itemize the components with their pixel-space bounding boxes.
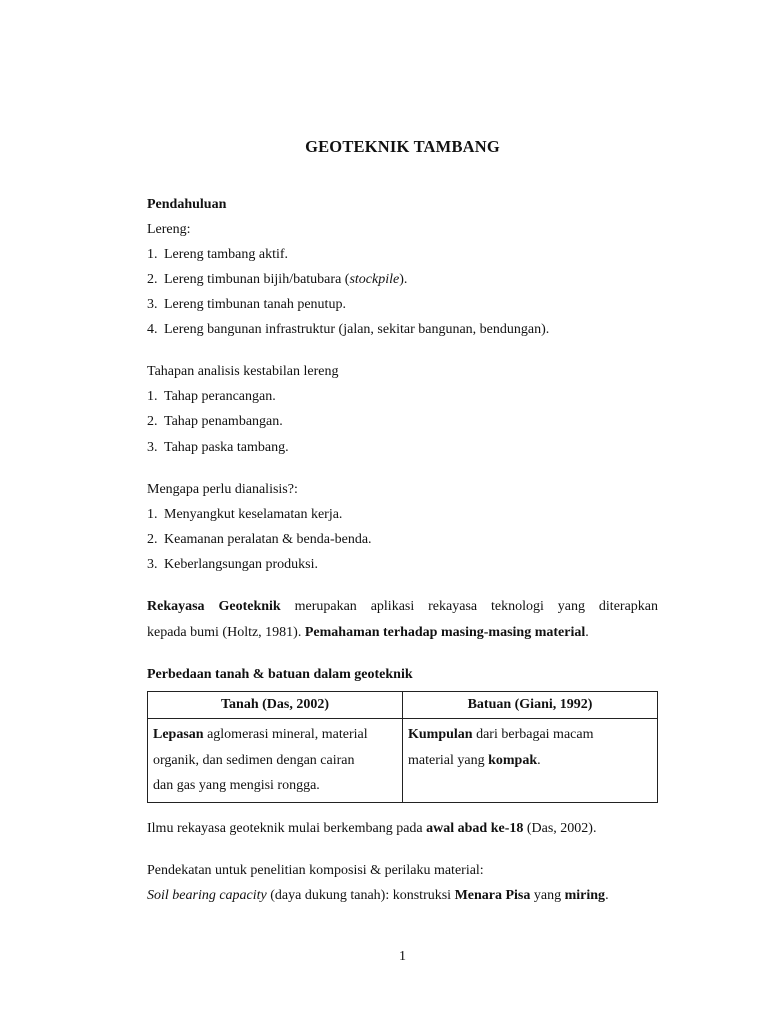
section-heading-mengapa: Mengapa perlu dianalisis?:: [147, 482, 298, 497]
list-item: 3. Tahap paska tambang.: [147, 440, 289, 455]
list-item: 2. Tahap penambangan.: [147, 414, 283, 429]
section-heading-perbedaan: Perbedaan tanah & batuan dalam geoteknik: [147, 667, 413, 682]
table-header-row: [148, 692, 658, 719]
table-row: [148, 719, 658, 803]
table-header-tanah: Tanah (Das, 2002): [148, 692, 403, 719]
comparison-table: [147, 691, 658, 803]
list-item: 4. Lereng bangunan infrastruktur (jalan, sekitar bangunan, bendungan).: [147, 322, 550, 337]
rekayasa-paragraph-line-1: Rekayasa Geoteknik merupakan aplikasi rekayasa teknologi yang diterapkan: [147, 599, 658, 614]
page-number: 1: [399, 949, 406, 964]
list-item: 2. Lereng timbunan bijih/batubara (stockpile).: [147, 272, 408, 287]
pendekatan-line-1: Pendekatan untuk penelitian komposisi & perilaku material:: [147, 863, 484, 878]
pendekatan-line-2: Soil bearing capacity (daya dukung tanah): konstruksi Menara Pisa yang miring.: [147, 888, 609, 903]
ilmu-paragraph: Ilmu rekayasa geoteknik mulai berkembang pada awal abad ke-18 (Das, 2002).: [147, 821, 597, 836]
list-item: 2. Keamanan peralatan & benda-benda.: [147, 532, 372, 547]
table-header-batuan: Batuan (Giani, 1992): [403, 692, 658, 719]
table-cell-tanah: Lepasan aglomerasi mineral, material organik, dan sedimen dengan cairan dan gas yang mengisi rongga.: [148, 719, 403, 803]
list-item: 1. Lereng tambang aktif.: [147, 247, 289, 262]
section-heading-pendahuluan: Pendahuluan: [147, 197, 227, 212]
list-item: 3. Lereng timbunan tanah penutup.: [147, 297, 346, 312]
document-page: [147, 0, 658, 1024]
rekayasa-paragraph-line-2: kepada bumi (Holtz, 1981). Pemahaman terhadap masing-masing material.: [147, 625, 589, 640]
list-item: 3. Keberlangsungan produksi.: [147, 557, 318, 572]
page-title: GEOTEKNIK TAMBANG: [305, 137, 500, 156]
section-heading-tahapan: Tahapan analisis kestabilan lereng: [147, 364, 339, 379]
list-item: 1. Tahap perancangan.: [147, 389, 276, 404]
table-cell-batuan: Kumpulan dari berbagai macam material yang kompak.: [403, 719, 658, 803]
list-item: 1. Menyangkut keselamatan kerja.: [147, 507, 343, 522]
lereng-label: Lereng:: [147, 222, 191, 237]
